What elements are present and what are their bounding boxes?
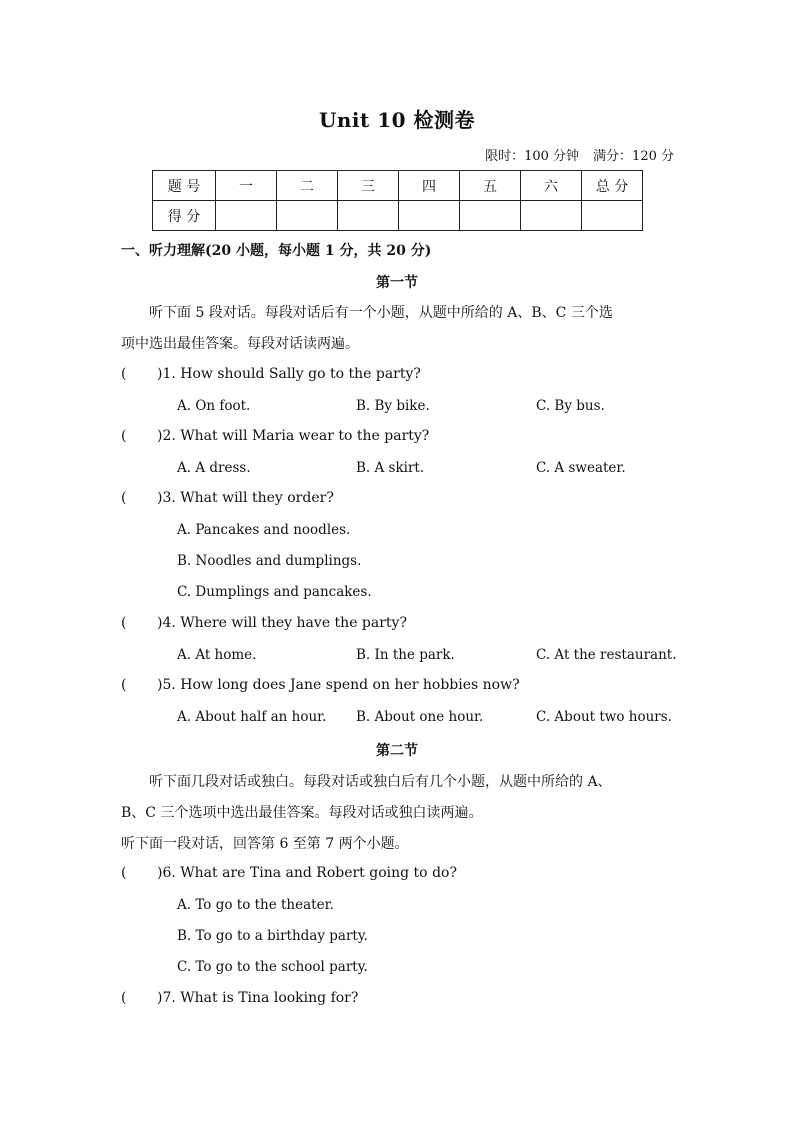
score-cell-total[interactable]: [582, 201, 643, 231]
q4-option-b: B. In the park.: [356, 647, 455, 663]
q2-option-a: A. A dress.: [177, 460, 251, 476]
q5-option-c: C. About two hours.: [536, 709, 672, 725]
part-2-sub-instructions: 听下面一段对话，回答第 6 至第 7 两个小题。: [121, 836, 409, 852]
time-and-score-info: [485, 145, 674, 164]
answer-bracket[interactable]: (: [121, 865, 127, 881]
time-limit: 限时：100 分钟: [485, 149, 580, 164]
header-cell-1: 一: [216, 171, 277, 201]
answer-bracket[interactable]: (: [121, 366, 127, 382]
q3-option-c: C. Dumplings and pancakes.: [177, 584, 372, 600]
part-2-instructions-line-2: B、C 三个选项中选出最佳答案。每段对话或独白读两遍。: [121, 805, 483, 821]
question-6: [121, 865, 457, 881]
q2-option-b: B. A skirt.: [356, 460, 425, 476]
score-table-score-row: [153, 201, 643, 231]
section-1-heading: 一、听力理解(20 小题，每小题 1 分，共 20 分): [121, 243, 432, 259]
score-cell-4[interactable]: [399, 201, 460, 231]
question-3: [121, 490, 334, 506]
score-cell-6[interactable]: [521, 201, 582, 231]
q1-option-c: C. By bus.: [536, 398, 605, 414]
answer-bracket[interactable]: (: [121, 490, 127, 506]
page-title: Unit 10 检测卷: [318, 108, 476, 132]
header-cell-6: 六: [521, 171, 582, 201]
score-cell-1[interactable]: [216, 201, 277, 231]
part-2-title: 第二节: [376, 743, 418, 759]
question-text: )5. How long does Jane spend on her hobbies now?: [157, 677, 520, 693]
q6-option-c: C. To go to the school party.: [177, 959, 368, 975]
q6-option-b: B. To go to a birthday party.: [177, 928, 368, 944]
answer-bracket[interactable]: (: [121, 615, 127, 631]
q5-option-b: B. About one hour.: [356, 709, 484, 725]
q4-option-c: C. At the restaurant.: [536, 647, 677, 663]
q3-option-a: A. Pancakes and noodles.: [177, 522, 351, 538]
question-text: )1. How should Sally go to the party?: [157, 366, 421, 382]
question-text: )3. What will they order?: [157, 490, 334, 506]
header-cell-total: 总 分: [582, 171, 643, 201]
answer-bracket[interactable]: (: [121, 990, 127, 1006]
q1-option-b: B. By bike.: [356, 398, 430, 414]
score-table-header-row: [153, 171, 643, 201]
header-cell-2: 二: [277, 171, 338, 201]
question-text: )7. What is Tina looking for?: [157, 990, 359, 1006]
q5-option-a: A. About half an hour.: [177, 709, 327, 725]
score-row-label: 得 分: [153, 201, 216, 231]
q1-option-a: A. On foot.: [177, 398, 251, 414]
q3-option-b: B. Noodles and dumplings.: [177, 553, 362, 569]
part-1-instructions-line-2: 项中选出最佳答案。每段对话读两遍。: [121, 336, 359, 352]
score-cell-3[interactable]: [338, 201, 399, 231]
header-cell-5: 五: [460, 171, 521, 201]
answer-bracket[interactable]: (: [121, 677, 127, 693]
question-4: [121, 615, 407, 631]
question-2: [121, 428, 429, 444]
answer-bracket[interactable]: (: [121, 428, 127, 444]
header-cell-number: 题 号: [153, 171, 216, 201]
q2-option-c: C. A sweater.: [536, 460, 626, 476]
score-table: [152, 170, 643, 231]
question-text: )2. What will Maria wear to the party?: [157, 428, 430, 444]
question-text: )6. What are Tina and Robert going to do?: [157, 865, 457, 881]
q6-option-a: A. To go to the theater.: [177, 897, 334, 913]
score-cell-5[interactable]: [460, 201, 521, 231]
full-score: 满分：120 分: [593, 149, 674, 164]
part-1-title: 第一节: [376, 275, 418, 291]
question-7: [121, 990, 358, 1006]
part-2-instructions-line-1: 听下面几段对话或独白。每段对话或独白后有几个小题，从题中所给的 A、: [149, 774, 612, 790]
header-cell-3: 三: [338, 171, 399, 201]
q4-option-a: A. At home.: [177, 647, 257, 663]
question-text: )4. Where will they have the party?: [157, 615, 407, 631]
header-cell-4: 四: [399, 171, 460, 201]
score-cell-2[interactable]: [277, 201, 338, 231]
question-1: [121, 366, 421, 382]
part-1-instructions-line-1: 听下面 5 段对话。每段对话后有一个小题，从题中所给的 A、B、C 三个选: [149, 305, 613, 321]
question-5: [121, 677, 520, 693]
